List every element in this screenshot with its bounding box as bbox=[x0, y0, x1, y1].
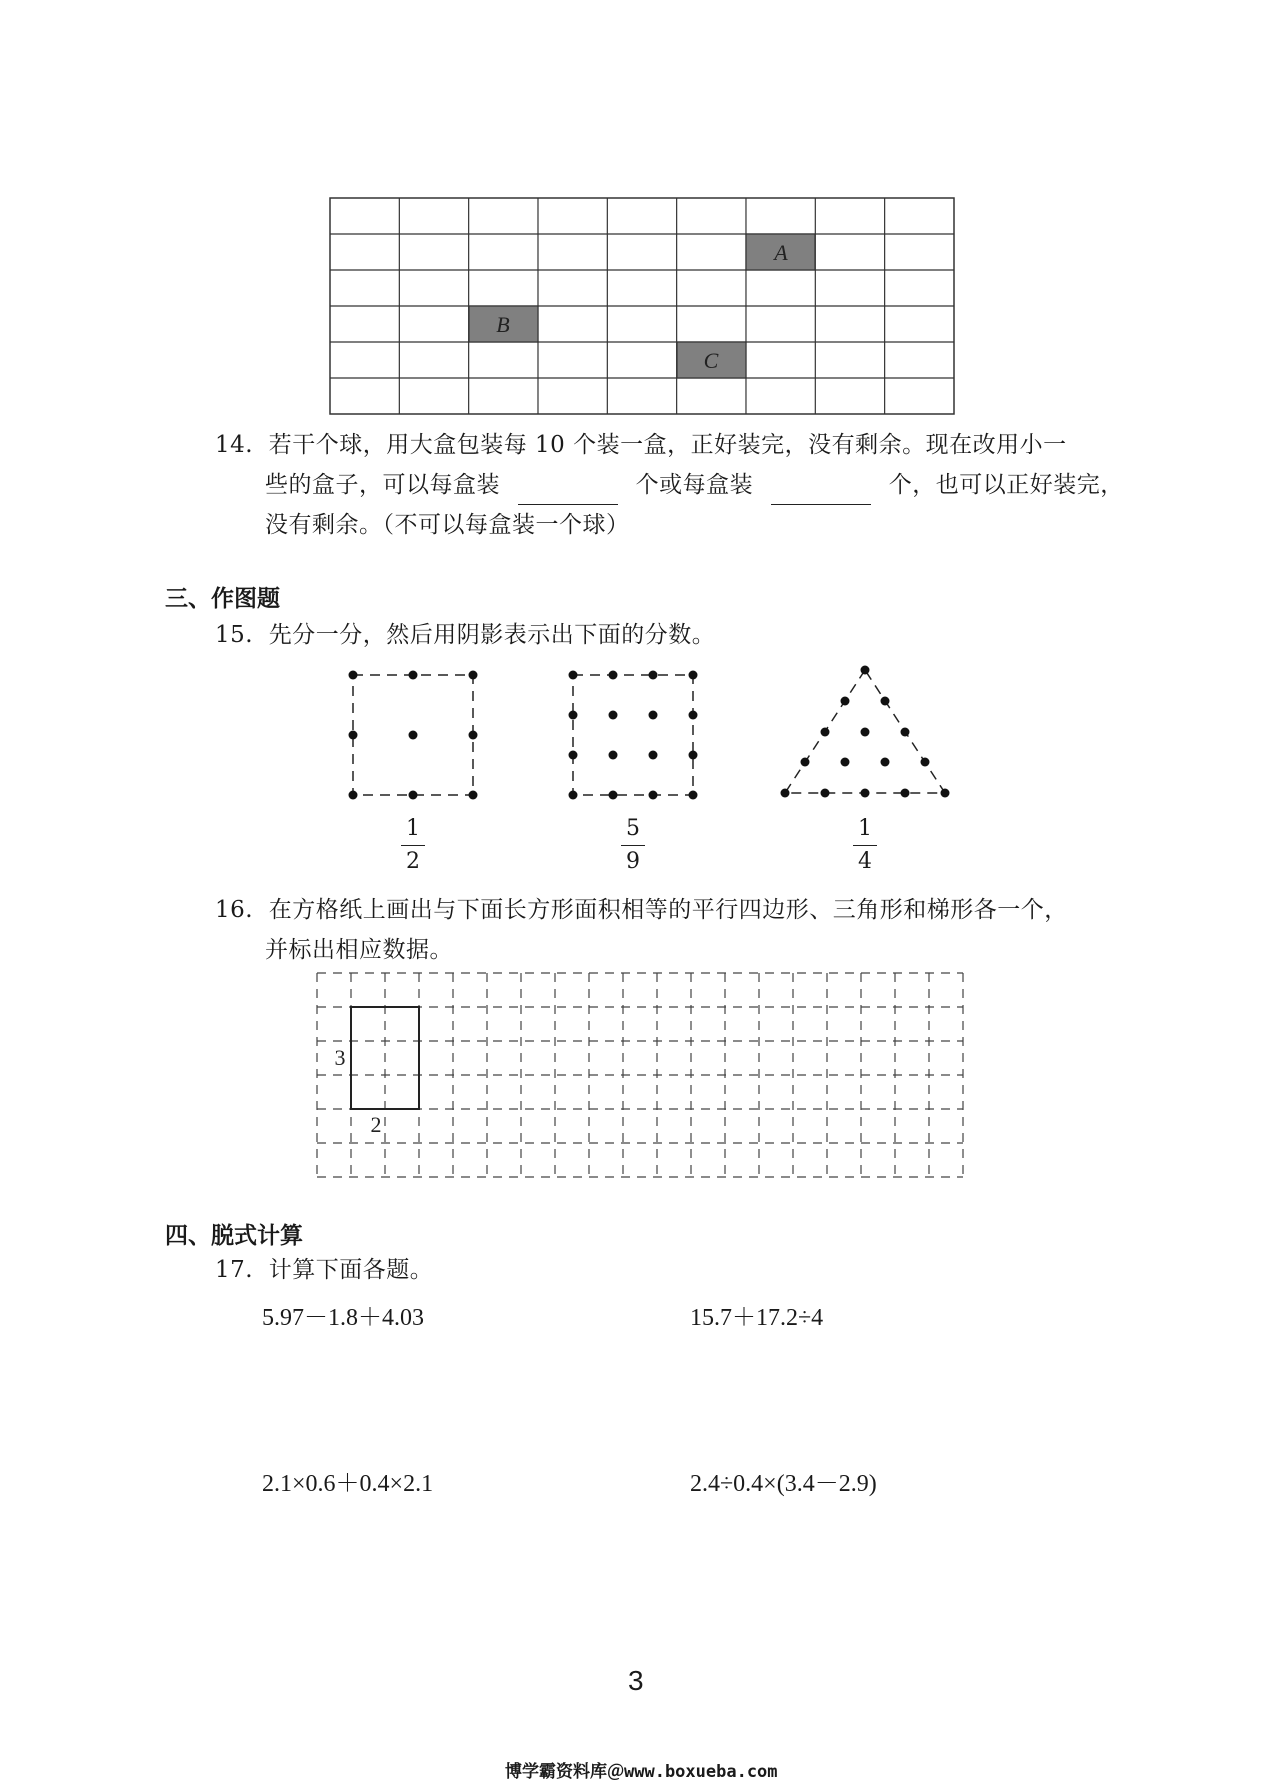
q16-line1: 在方格纸上画出与下面长方形面积相等的平行四边形、三角形和梯形各一个， bbox=[268, 897, 1068, 923]
page-number: 3 bbox=[628, 1665, 644, 1696]
position-grid bbox=[0, 0, 1276, 420]
section-4-heading: 四、脱式计算 bbox=[165, 1223, 303, 1249]
q14-line3: 没有剩余。（不可以每盒装一个球） bbox=[265, 512, 630, 538]
footer-watermark: 博学霸资料库＠www.boxueba.com bbox=[505, 1762, 778, 1782]
q14-number: 14. bbox=[215, 432, 254, 458]
q14-blank-2[interactable] bbox=[771, 478, 871, 505]
q14-line2-b: 个或每盒装 bbox=[635, 472, 754, 498]
fraction-1-bar bbox=[401, 845, 425, 846]
q14-blank-1[interactable] bbox=[518, 478, 618, 505]
cell-c-label: C bbox=[703, 348, 719, 373]
fraction-2-bar bbox=[621, 845, 645, 846]
fraction-1-numerator: 1 bbox=[406, 816, 420, 841]
square-grid-paper[interactable] bbox=[0, 960, 1276, 1200]
q14-line2-c: 个，也可以正好装完， bbox=[888, 472, 1124, 498]
expression-4: 2.4÷0.4×(3.4－2.9) bbox=[690, 1471, 877, 1497]
dots-triangle bbox=[781, 666, 950, 798]
fraction-2-denominator: 9 bbox=[626, 849, 640, 874]
fraction-2-numerator: 5 bbox=[626, 816, 640, 841]
q15-text: 先分一分，然后用阴影表示出下面的分数。 bbox=[268, 622, 716, 648]
fraction-1-denominator: 2 bbox=[406, 849, 420, 874]
q14-line2-a: 些的盒子，可以每盒装 bbox=[265, 472, 500, 498]
expression-2: 15.7＋17.2÷4 bbox=[690, 1305, 824, 1331]
fraction-2 bbox=[613, 815, 653, 876]
fraction-3-denominator: 4 bbox=[858, 849, 872, 874]
cell-b-label: B bbox=[496, 312, 510, 337]
fraction-3-bar bbox=[853, 845, 877, 846]
question-14 bbox=[215, 425, 1215, 545]
q16-number: 16. bbox=[215, 897, 254, 923]
section-3-heading: 三、作图题 bbox=[165, 586, 280, 612]
fraction-1 bbox=[393, 815, 433, 876]
fraction-3 bbox=[845, 815, 885, 876]
question-17 bbox=[215, 1250, 433, 1290]
q15-number: 15. bbox=[215, 622, 254, 648]
rect-width-label: 2 bbox=[370, 1112, 382, 1137]
fraction-3-numerator: 1 bbox=[858, 816, 872, 841]
cell-a-label: A bbox=[774, 240, 788, 265]
dots-square-2 bbox=[569, 671, 698, 800]
dashed-square-2 bbox=[573, 675, 693, 795]
dots-square-1 bbox=[349, 671, 478, 800]
question-16 bbox=[215, 890, 1215, 970]
rect-height-label: 3 bbox=[334, 1045, 346, 1070]
q14-line1: 若干个球，用大盒包装每 10 个装一盒，正好装完，没有剩余。现在改用小一 bbox=[268, 432, 1067, 458]
q17-text: 计算下面各题。 bbox=[268, 1257, 434, 1283]
q16-line2: 并标出相应数据。 bbox=[265, 937, 453, 963]
dot-figures bbox=[0, 650, 1276, 810]
q17-number: 17. bbox=[215, 1257, 254, 1283]
expression-3: 2.1×0.6＋0.4×2.1 bbox=[262, 1471, 434, 1497]
question-15 bbox=[215, 615, 715, 655]
expression-1: 5.97－1.8＋4.03 bbox=[262, 1305, 424, 1331]
